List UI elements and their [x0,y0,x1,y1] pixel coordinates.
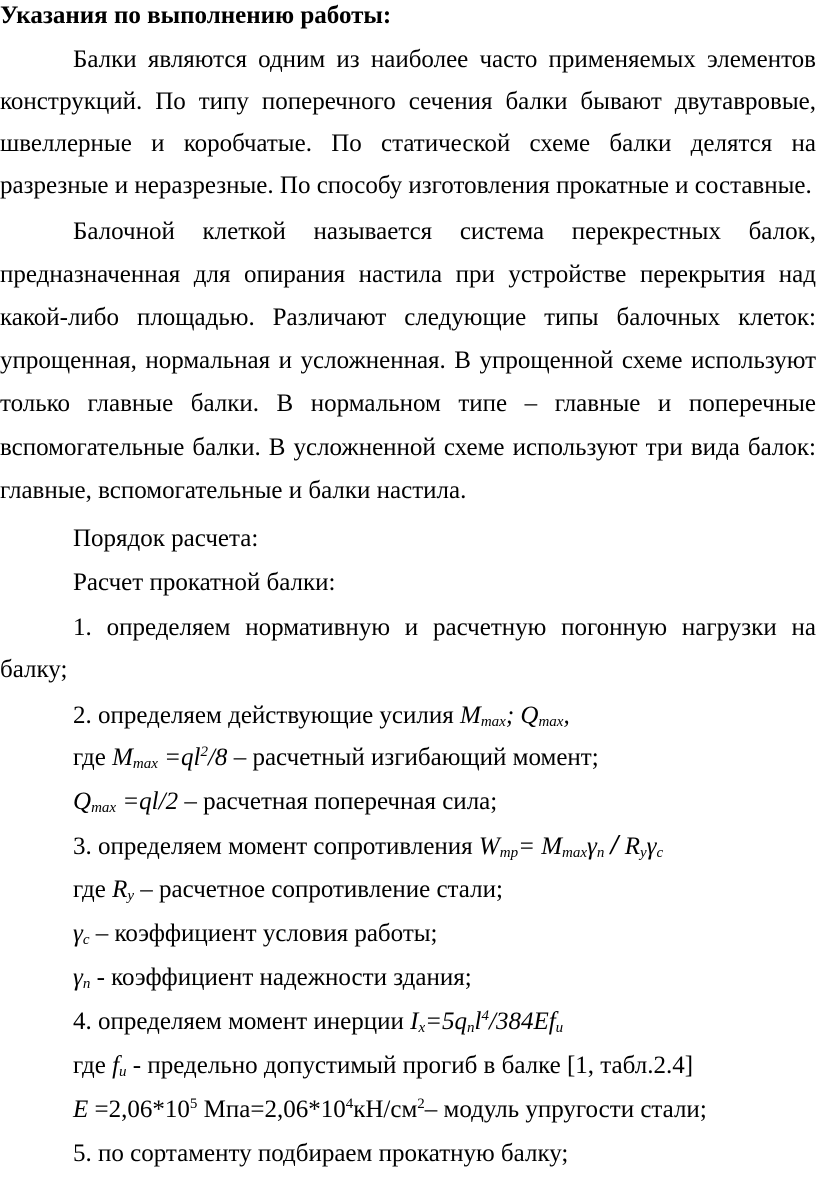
f-symbol: f [112,1052,120,1079]
where-r-prefix: где [73,876,113,903]
qmax-description: – расчетная поперечная сила; [178,788,498,815]
step1-line-2: балку; [0,656,68,683]
mmax-description: – расчетный изгибающий момент; [227,744,599,771]
step5-line: 5. по сортаменту подбираем прокатную балку; [73,1140,569,1167]
gamma-c-description: – коэффициент условия работы; [89,920,438,947]
para1-line-2: конструкций. По типу поперечного сечения балки бывают двутавровые, [0,88,816,115]
para1-line-3: швеллерные и коробчатые. По статической схеме балки делятся на [0,130,816,157]
f-description: - предельно допустимый прогиб в балке [1, табл.2.4] [126,1052,694,1079]
mmax-frac: /8 [207,744,228,771]
i-symbol: I [410,1008,419,1035]
mmax-sub: max [480,714,506,730]
modulus-value-2: Мпа=2,06*10 [197,1096,346,1123]
modulus-description: – модуль упругости стали; [424,1096,707,1123]
gamma-n-symbol: γ [587,833,597,860]
modulus-sup-1: 5 [189,1096,198,1112]
i-formula-rest: /384Ef [489,1008,556,1035]
modulus-line [73,1090,816,1130]
modulus-sup-2: 4 [345,1096,354,1112]
step2-line [73,696,816,736]
step3-text: 3. определяем момент сопротивления [73,833,479,860]
f-sub: u [119,1064,127,1080]
where-f-line [73,1046,816,1086]
where-m-line [73,738,816,778]
para2-line-7: главные, вспомогательные и балки настила. [0,477,467,504]
e-symbol: E [73,1096,89,1123]
l-symbol: l [474,1008,482,1035]
w-sub: тр [499,845,519,861]
gamma-c-sub: c [656,845,664,861]
gamma-c-line [73,914,816,954]
gamma-n-symbol: γ [73,964,83,991]
r-symbol: R [624,833,640,860]
calc-label: Расчет прокатной балки: [73,569,336,596]
where-r-line [73,870,816,910]
step4-text: 4. определяем момент инерции [73,1008,411,1035]
r-description: – расчетное сопротивление стали; [134,876,503,903]
r-sub: y [639,845,647,861]
para2-line-3: какой-либо площадью. Различают следующие типы балочных клеток: [0,304,816,331]
step4-line [73,1002,816,1042]
w-symbol: W [478,833,500,860]
where-m-prefix: где [73,744,113,771]
w-formula: = M [518,833,563,860]
i-formula: =5q [425,1008,468,1035]
step2-separator: ; [505,702,521,729]
para2-line-2: предназначенная для опирания настила при устройстве перекрытия над [0,261,816,288]
para1-line-4: разрезные и неразрезные. По способу изготовления прокатные и составные. [0,172,812,199]
l-sup: 4 [481,1008,489,1024]
i-sub: x [418,1020,426,1036]
qmax-symbol: Q [520,702,539,729]
step1-line-1: 1. определяем нормативную и расчетную погонную нагрузки на [73,614,816,641]
r-symbol: R [112,876,128,903]
mmax-sub: max [562,845,588,861]
step3-line [73,826,816,866]
modulus-unit: кН/см [353,1096,418,1123]
gamma-n-description: - коэффициент надежности здания; [90,964,472,991]
where-q-line [73,782,816,822]
qmax-sub: max [538,714,564,730]
step2-end: , [563,702,570,729]
modulus-value-1: =2,06*10 [88,1096,190,1123]
para1-line-1: Балки являются одним из наиболее часто применяемых элементов [73,46,816,73]
mmax-sup: 2 [200,744,208,760]
modulus-sup-3: 2 [417,1096,425,1112]
gamma-c-sub: c [82,932,90,948]
para2-line-6: вспомогательные балки. В усложненной схеме используют три вида балок: [0,434,816,461]
qmax-symbol: Q [73,788,92,815]
f-sub: u [555,1020,564,1036]
q-sub: n [467,1020,475,1036]
qmax-formula: =ql/2 [116,788,179,815]
mmax-sub: max [132,756,158,772]
where-f-prefix: где [73,1052,113,1079]
para2-line-1: Балочной клеткой называется система перекрестных балок, [73,218,816,245]
gamma-n-line [73,958,816,998]
para2-line-4: упрощенная, нормальная и усложненная. В упрощенной схеме используют [0,347,816,374]
step2-text: 2. определяем действующие усилия [73,702,460,729]
gamma-c-symbol: γ [646,833,657,860]
division-slash: / [610,830,619,861]
gamma-n-sub: n [82,976,91,992]
para2-line-5: только главные балки. В нормальном типе – главные и поперечные [0,390,816,417]
mmax-formula: =ql [157,744,201,771]
gamma-n-sub: n [596,845,605,861]
mmax-symbol: M [112,744,133,771]
qmax-sub: max [91,800,117,816]
r-sub: y [127,888,135,904]
mmax-symbol: M [460,702,481,729]
order-label: Порядок расчета: [73,525,259,552]
gamma-c-symbol: γ [73,920,83,947]
page-heading: Указания по выполнению работы: [0,2,392,29]
